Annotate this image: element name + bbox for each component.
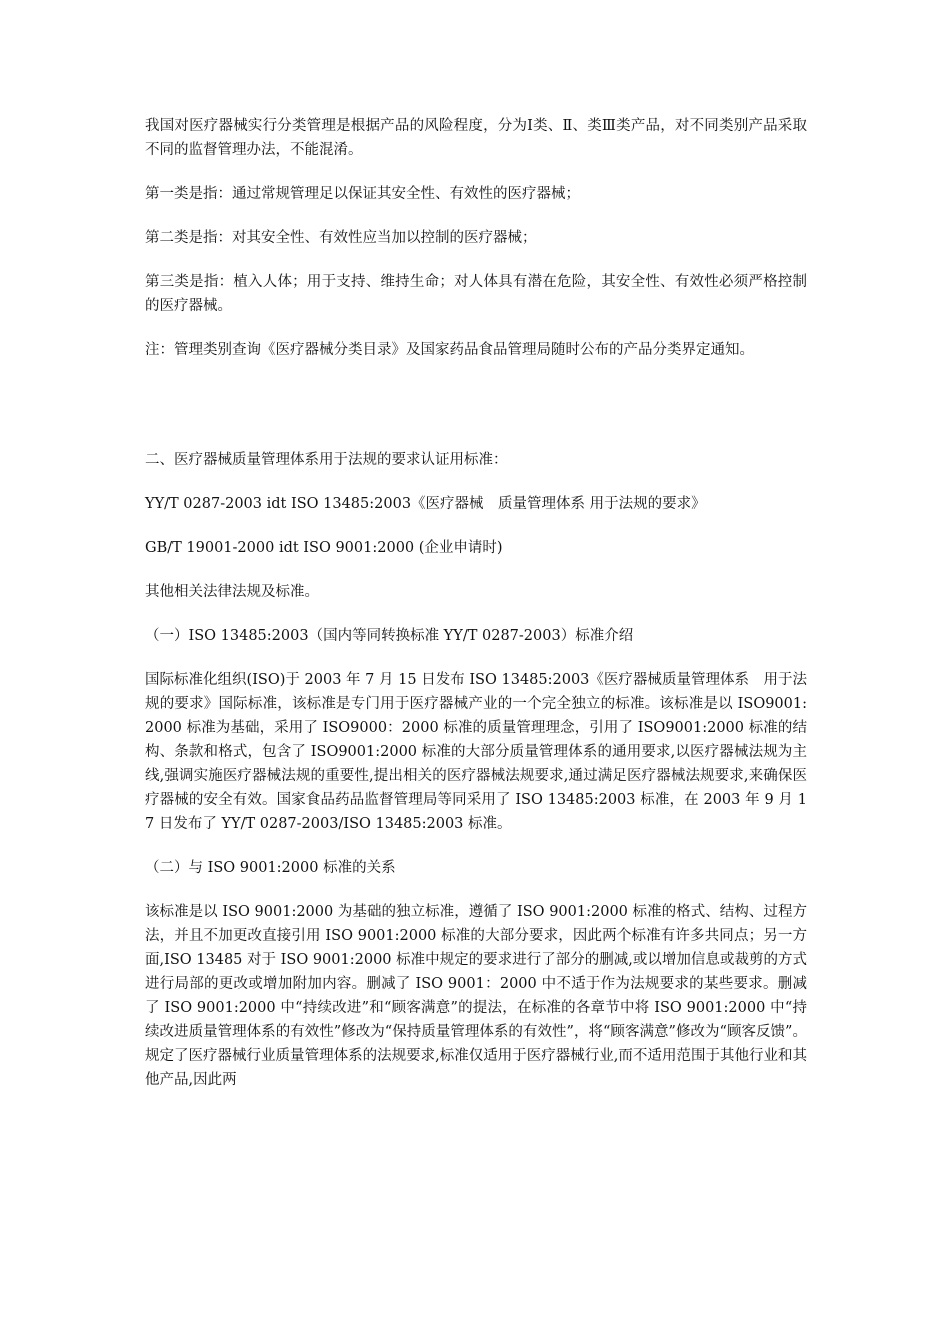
standard-gb-t-19001: GB/T 19001-2000 idt ISO 9001:2000 (企业申请时) — [145, 540, 503, 556]
other-standards-line: 其他相关法律法规及标准。 — [145, 584, 319, 600]
subsection-one-heading: （一）ISO 13485:2003（国内等同转换标准 YY/T 0287-2003）标准介绍 — [145, 628, 634, 644]
document-body — [145, 114, 807, 1112]
paragraph-class-one: 第一类是指：通过常规管理足以保证其安全性、有效性的医疗器械； — [145, 186, 580, 202]
paragraph-class-three: 第三类是指：植入人体；用于支持、维持生命；对人体具有潜在危险，其安全性、有效性必须严格控制的医疗器械。 — [145, 274, 807, 314]
section-spacer — [145, 382, 807, 448]
subsection-one-body: 国际标准化组织(ISO)于 2003 年 7 月 15 日发布 ISO 13485:2003《医疗器械质量管理体系 用于法规的要求》国际标准，该标准是专门用于医疗器械产业的一个完全独立的标准。该标准是以 ISO9001:2000 标准为基础，采用了 ISO9000：2000 标准的质量管理理念，引用了 ISO9001:2000 标准的结构、条款和格式，包含了 ISO9001:2000 标准的大部分质量管理体系的通用要求,以医疗器械法规为主线,强调实施医疗器械法规的重要性,提出相关的医疗器械法规要求,通过满足医疗器械法规要求,来确保医疗器械的安全有效。国家食品药品监督管理局等同采用了 ISO 13485:2003 标准，在 2003 年 9 月 17 日发布了 YY/T 0287-2003/ISO 13485:2003 标准。 — [145, 672, 807, 832]
subsection-two-heading: （二）与 ISO 9001:2000 标准的关系 — [145, 860, 396, 876]
paragraph-note: 注：管理类别查询《医疗器械分类目录》及国家药品食品管理局随时公布的产品分类界定通知。 — [145, 342, 754, 358]
paragraph-classification-intro: 我国对医疗器械实行分类管理是根据产品的风险程度，分为Ⅰ类、Ⅱ、类Ⅲ类产品，对不同类别产品采取不同的监督管理办法，不能混淆。 — [145, 118, 807, 158]
subsection-two-body: 该标准是以 ISO 9001:2000 为基础的独立标准，遵循了 ISO 9001:2000 标准的格式、结构、过程方法，并且不加更改直接引用 ISO 9001:2000 标准的大部分要求，因此两个标准有许多共同点；另一方面,ISO 13485 对于 ISO 9001:2000 标准中规定的要求进行了部分的删减,或以增加信息或裁剪的方式进行局部的更改或增加附加内容。删减了 ISO 9001：2000 中不适于作为法规要求的某些要求。删减了 ISO 9001:2000 中“持续改进”和“顾客满意”的提法，在标准的各章节中将 ISO 9001:2000 中“持续改进质量管理体系的有效性”修改为“保持质量管理体系的有效性”，将“顾客满意”修改为“顾客反馈”。规定了医疗器械行业质量管理体系的法规要求,标准仅适用于医疗器械行业,而不适用范围于其他行业和其他产品,因此两 — [145, 904, 807, 1088]
section-two-heading: 二、医疗器械质量管理体系用于法规的要求认证用标准： — [145, 452, 508, 468]
paragraph-class-two: 第二类是指：对其安全性、有效性应当加以控制的医疗器械； — [145, 230, 537, 246]
standard-yy-t-0287: YY/T 0287-2003 idt ISO 13485:2003《医疗器械 质量管理体系 用于法规的要求》 — [145, 496, 706, 512]
